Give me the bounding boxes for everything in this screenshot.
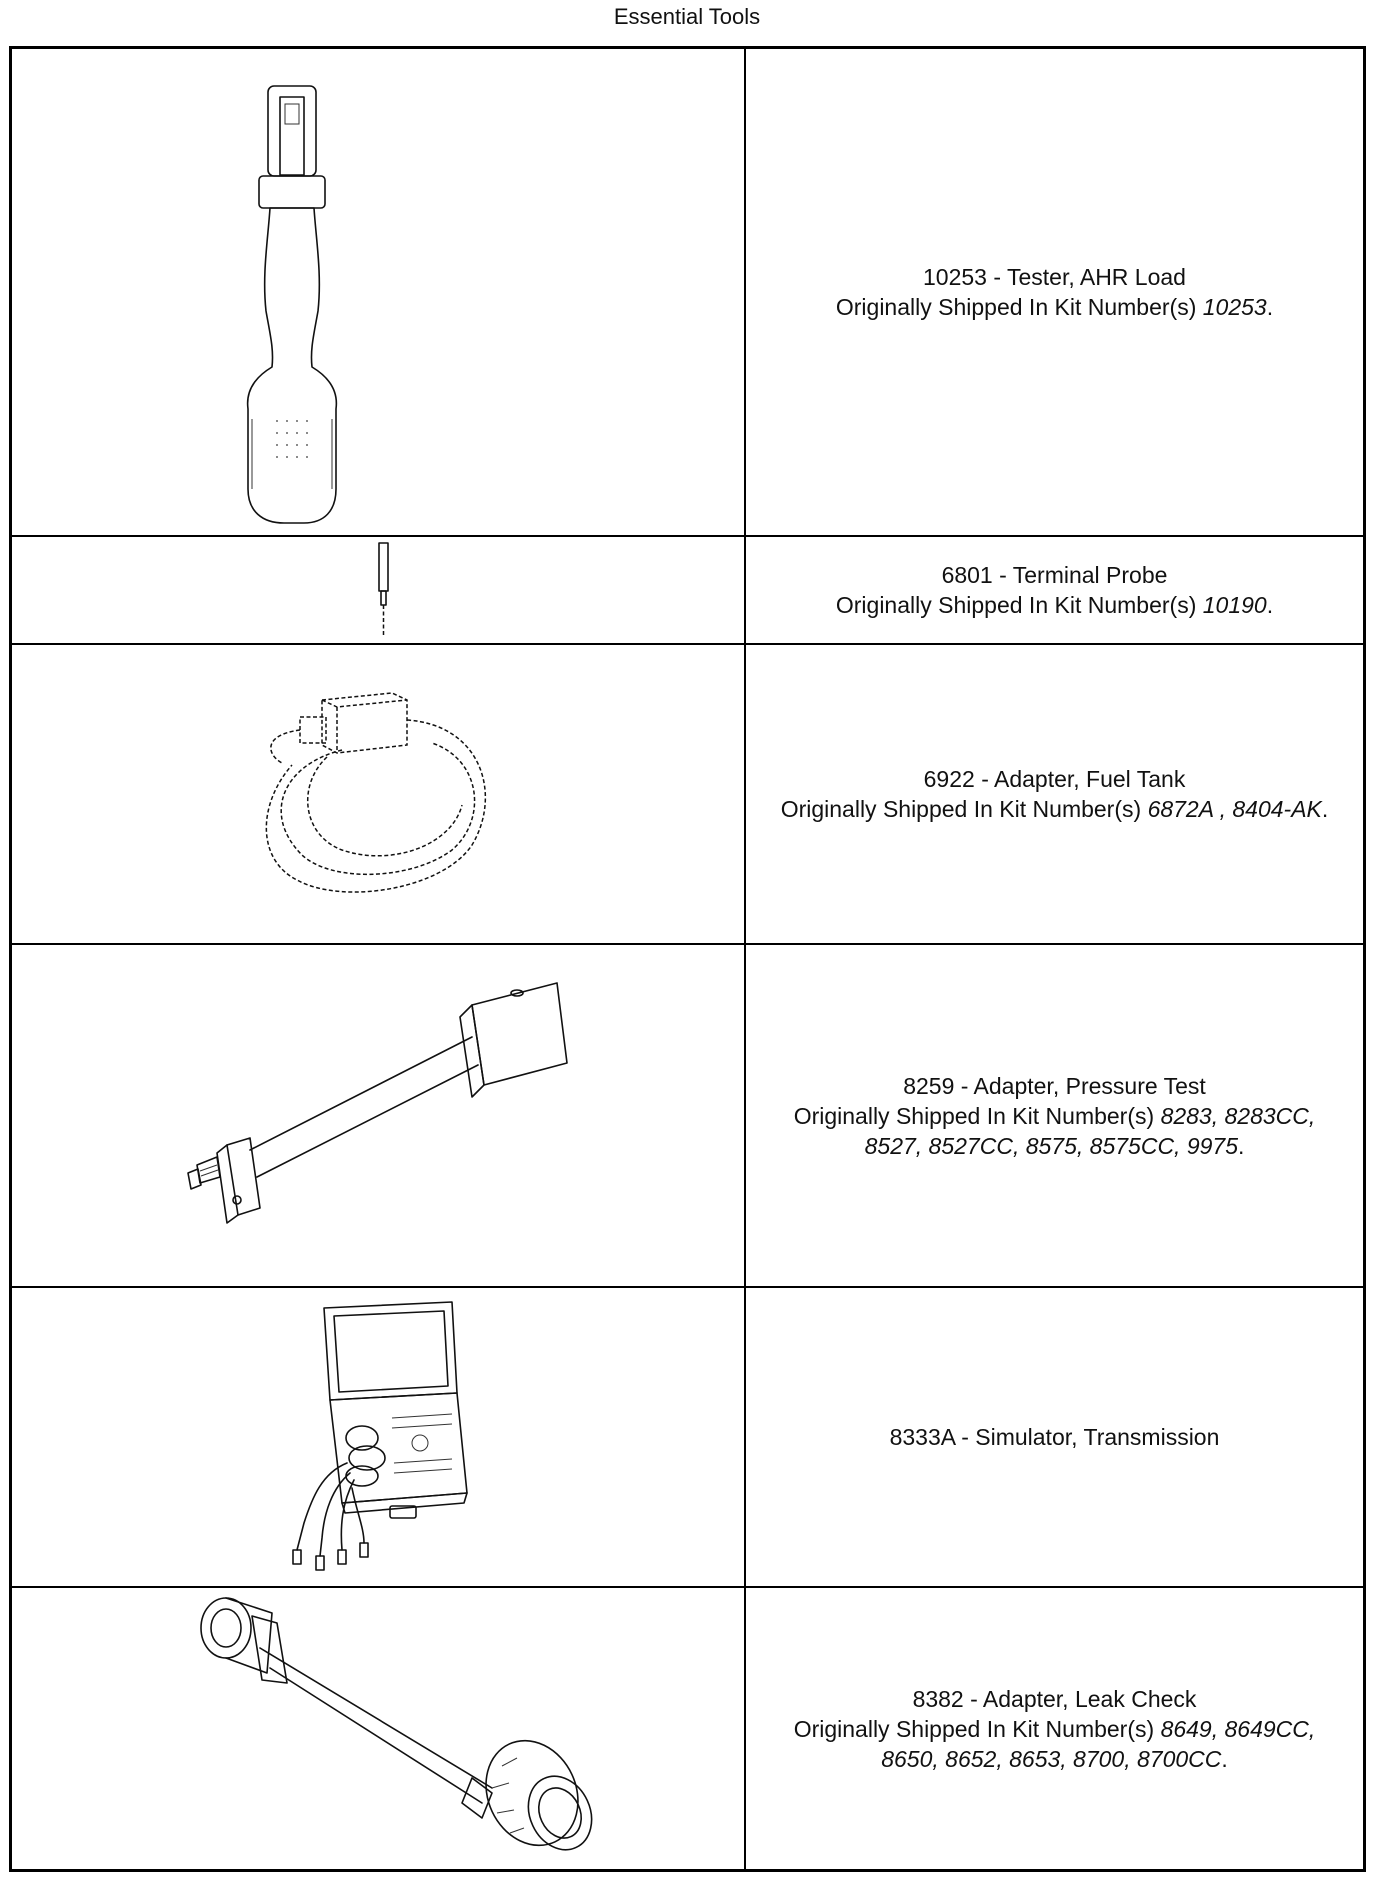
pressure-test-adapter-drawing — [12, 945, 744, 1286]
essential-tools-table — [9, 46, 1366, 1872]
kit-end: . — [1221, 1745, 1228, 1772]
tool-kit-line — [781, 794, 1329, 824]
kit-numbers-continued: 8650, 8652, 8653, 8700, 8700CC — [881, 1745, 1222, 1772]
tool-kit-line-2 — [865, 1131, 1245, 1161]
kit-prefix: Originally Shipped In Kit Number(s) — [793, 1715, 1155, 1742]
kit-numbers: 10253 — [1202, 294, 1267, 320]
page-title: Essential Tools — [613, 4, 761, 29]
tool-kit-line — [794, 1101, 1316, 1131]
tool-description — [746, 1288, 1363, 1586]
tool-row-8382 — [12, 1588, 1363, 1869]
tool-row-6922 — [12, 645, 1363, 945]
kit-prefix: Originally Shipped In Kit Number(s) — [835, 592, 1197, 618]
kit-numbers: 10190 — [1202, 592, 1267, 618]
tool-illustration-cell — [12, 945, 746, 1286]
leak-check-adapter-drawing — [12, 1588, 744, 1869]
kit-prefix: Originally Shipped In Kit Number(s) — [835, 294, 1197, 320]
tool-title: 6801 - Terminal Probe — [941, 562, 1168, 588]
tool-illustration-cell — [12, 1588, 746, 1869]
kit-prefix: Originally Shipped In Kit Number(s) — [780, 796, 1142, 822]
transmission-simulator-drawing — [12, 1288, 744, 1586]
kit-end: . — [1321, 796, 1329, 822]
tool-kit-line — [794, 1714, 1316, 1744]
tool-illustration-cell — [12, 49, 746, 535]
tool-row-10253 — [12, 49, 1363, 537]
tool-illustration-cell — [12, 645, 746, 943]
tool-kit-line-2 — [881, 1744, 1228, 1774]
tool-description — [746, 645, 1363, 943]
tool-kit-line — [836, 292, 1273, 322]
tool-title: 8382 - Adapter, Leak Check — [912, 1685, 1197, 1712]
tool-description — [746, 1588, 1363, 1869]
ahr-load-tester-drawing — [12, 49, 744, 535]
tool-row-8333a — [12, 1288, 1363, 1588]
fuel-tank-adapter-drawing — [12, 645, 744, 943]
tool-title: 10253 - Tester, AHR Load — [923, 264, 1186, 290]
tool-description — [746, 945, 1363, 1286]
tool-kit-line — [836, 590, 1273, 620]
terminal-probe-drawing — [12, 537, 744, 643]
kit-end: . — [1238, 1132, 1245, 1159]
kit-numbers: 8283, 8283CC, — [1160, 1102, 1316, 1129]
tool-description — [746, 49, 1363, 535]
tool-row-6801 — [12, 537, 1363, 645]
kit-numbers: 6872A , 8404-AK — [1147, 796, 1322, 822]
kit-prefix: Originally Shipped In Kit Number(s) — [793, 1102, 1155, 1129]
tool-title: 8333A - Simulator, Transmission — [889, 1424, 1220, 1450]
tool-row-8259 — [12, 945, 1363, 1288]
kit-numbers-continued: 8527, 8527CC, 8575, 8575CC, 9975 — [864, 1132, 1238, 1159]
tool-description — [746, 537, 1363, 643]
kit-end: . — [1266, 294, 1274, 320]
kit-end: . — [1266, 592, 1274, 618]
tool-title: 8259 - Adapter, Pressure Test — [903, 1072, 1206, 1099]
tool-title: 6922 - Adapter, Fuel Tank — [923, 766, 1186, 792]
kit-numbers: 8649, 8649CC, — [1160, 1715, 1316, 1742]
tool-illustration-cell — [12, 537, 746, 643]
tool-illustration-cell — [12, 1288, 746, 1586]
